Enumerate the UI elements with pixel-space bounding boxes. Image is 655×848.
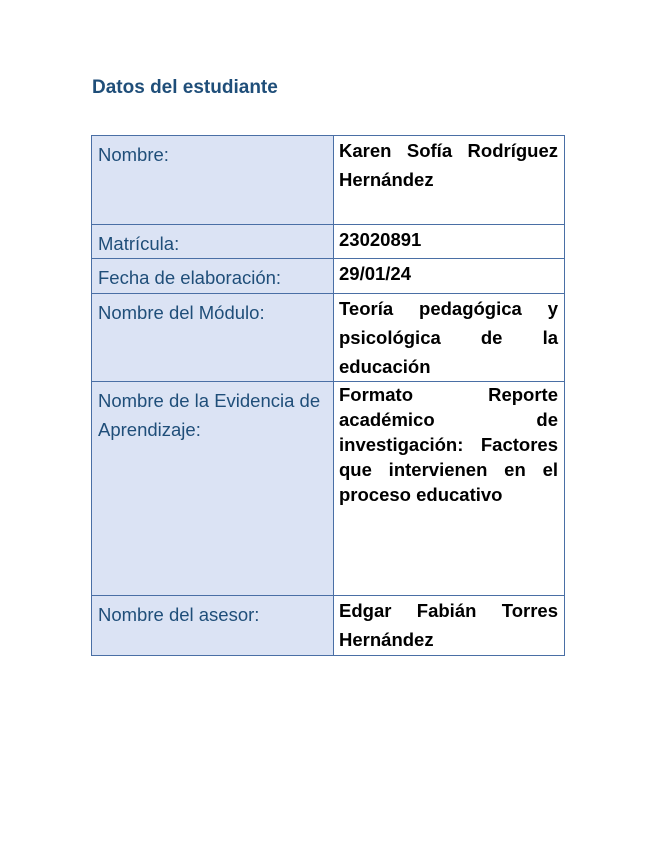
table-row-asesor — [92, 596, 565, 656]
label-modulo: Nombre del Módulo: — [92, 294, 334, 382]
label-fecha: Fecha de elaboración: — [92, 259, 334, 294]
table-row-fecha — [92, 259, 565, 294]
value-nombre: Karen Sofía Rodríguez Hernández — [334, 136, 565, 225]
label-nombre: Nombre: — [92, 136, 334, 225]
table-row-matricula — [92, 225, 565, 259]
student-data-table — [91, 135, 565, 656]
section-title: Datos del estudiante — [92, 77, 278, 98]
value-asesor: Edgar Fabián Torres Hernández — [334, 596, 565, 656]
value-evidencia: Formato Reporte académico de investigación: Factores que intervienen en el proceso educativo — [334, 382, 565, 596]
label-asesor: Nombre del asesor: — [92, 596, 334, 656]
table-row-modulo — [92, 294, 565, 382]
value-fecha: 29/01/24 — [334, 259, 565, 294]
table-row-nombre — [92, 136, 565, 225]
label-evidencia: Nombre de la Evidencia de Aprendizaje: — [92, 382, 334, 596]
label-matricula: Matrícula: — [92, 225, 334, 259]
table-row-evidencia — [92, 382, 565, 596]
value-matricula: 23020891 — [334, 225, 565, 259]
value-modulo: Teoría pedagógica y psicológica de la educación — [334, 294, 565, 382]
